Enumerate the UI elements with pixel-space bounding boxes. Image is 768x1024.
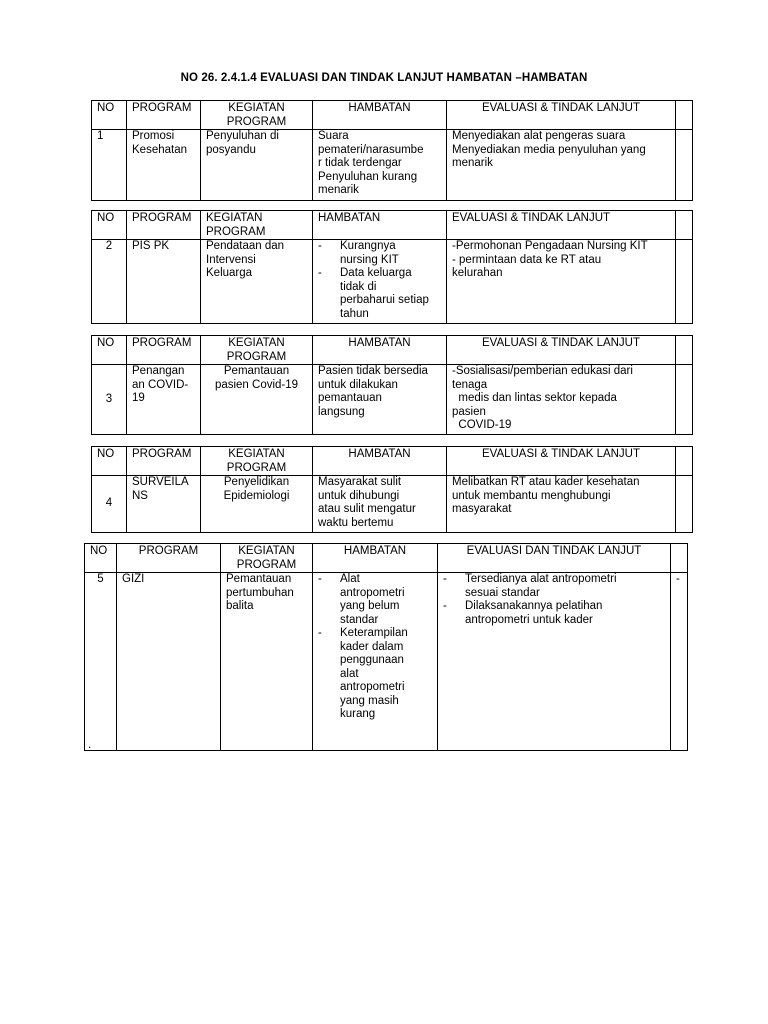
header-evaluasi: EVALUASI DAN TINDAK LANJUT (438, 544, 671, 573)
cell-extra (676, 240, 693, 324)
table-header-row (92, 211, 693, 240)
header-kegiatan: KEGIATAN PROGRAM (201, 336, 313, 365)
cell-evaluasi: -Permohonan Pengadaan Nursing KIT - permintaan data ke RT atau kelurahan (447, 240, 676, 324)
cell-extra (676, 365, 693, 435)
cell-hambatan (313, 573, 438, 751)
cell-kegiatan: Pendataan dan Intervensi Keluarga (201, 240, 313, 324)
cell-hambatan: Pasien tidak bersedia untuk dilakukan pemantauan langsung (313, 365, 447, 435)
table-header-row (92, 447, 693, 476)
header-kegiatan: KEGIATAN PROGRAM (201, 211, 313, 240)
cell-kegiatan: Pemantauan pertumbuhan balita (221, 573, 313, 751)
header-no: NO (92, 211, 127, 240)
table-row (92, 476, 693, 533)
cell-evaluasi: -Sosialisasi/pemberian edukasi dari tenaga medis dan lintas sektor kepada pasien COVID-19 (447, 365, 676, 435)
header-extra (676, 101, 693, 130)
cell-evaluasi: Melibatkan RT atau kader kesehatan untuk membantu menghubungi masyarakat (447, 476, 676, 533)
evaluation-table-3 (91, 335, 693, 435)
document-title: NO 26. 2.4.1.4 EVALUASI DAN TINDAK LANJUT HAMBATAN –HAMBATAN (180, 72, 588, 84)
cell-hambatan: Masyarakat sulit untuk dihubungi atau sulit mengatur waktu bertemu (313, 476, 447, 533)
table-header-row (92, 336, 693, 365)
cell-evaluasi: Menyediakan alat pengeras suara Menyediakan media penyuluhan yang menarik (447, 130, 676, 201)
list-item: - Dilaksanakannya pelatihan antropometri untuk kader (443, 600, 665, 627)
cell-no: 3 (92, 365, 127, 435)
cell-program: SURVEILA NS (127, 476, 201, 533)
header-program: PROGRAM (117, 544, 221, 573)
header-kegiatan: KEGIATAN PROGRAM (201, 447, 313, 476)
header-program: PROGRAM (127, 447, 201, 476)
cell-no: 5 (85, 573, 117, 751)
header-evaluasi: EVALUASI & TINDAK LANJUT (447, 101, 676, 130)
header-no: NO (92, 447, 127, 476)
cell-kegiatan: Penyuluhan di posyandu (201, 130, 313, 201)
header-extra (676, 211, 693, 240)
header-extra (676, 336, 693, 365)
table-row (85, 573, 688, 751)
cell-program: PIS PK (127, 240, 201, 324)
header-hambatan: HAMBATAN (313, 447, 447, 476)
cell-kegiatan: Pemantauan pasien Covid-19 (201, 365, 313, 435)
evaluation-table-4 (91, 446, 693, 533)
header-no: NO (85, 544, 117, 573)
evaluation-table-2 (91, 210, 693, 324)
evaluation-table-1 (91, 100, 693, 201)
cell-no: 1 (92, 130, 127, 201)
table-row (92, 130, 693, 201)
header-hambatan: HAMBATAN (313, 336, 447, 365)
cell-program: Penangan an COVID- 19 (127, 365, 201, 435)
header-kegiatan: KEGIATAN PROGRAM (221, 544, 313, 573)
cell-kegiatan: Penyelidikan Epidemiologi (201, 476, 313, 533)
table-header-row (92, 101, 693, 130)
header-extra (671, 544, 688, 573)
header-hambatan: HAMBATAN (313, 544, 438, 573)
cell-evaluasi (438, 573, 671, 751)
footer-dot: . (88, 737, 92, 751)
cell-extra (676, 130, 693, 201)
header-hambatan: HAMBATAN (313, 101, 447, 130)
list-item: - Keterampilan kader dalam penggunaan alat antropometri yang masih kurang (318, 627, 432, 722)
cell-extra (676, 476, 693, 533)
table-row (92, 240, 693, 324)
table-row (92, 365, 693, 435)
cell-no: 4 (92, 476, 127, 533)
cell-no: 2 (92, 240, 127, 324)
header-evaluasi: EVALUASI & TINDAK LANJUT (447, 336, 676, 365)
list-item: - Kurangnya nursing KIT (318, 240, 441, 267)
header-no: NO (92, 336, 127, 365)
header-program: PROGRAM (127, 211, 201, 240)
header-evaluasi: EVALUASI & TINDAK LANJUT (447, 211, 676, 240)
cell-extra: - (671, 573, 688, 751)
header-kegiatan: KEGIATAN PROGRAM (201, 101, 313, 130)
header-hambatan: HAMBATAN (313, 211, 447, 240)
list-item: - Data keluarga tidak di perbaharui setiap tahun (318, 267, 441, 321)
cell-program: Promosi Kesehatan (127, 130, 201, 201)
list-item: - Tersedianya alat antropometri sesuai standar (443, 573, 665, 600)
header-extra (676, 447, 693, 476)
header-program: PROGRAM (127, 336, 201, 365)
header-program: PROGRAM (127, 101, 201, 130)
table-header-row (85, 544, 688, 573)
list-item: - Alat antropometri yang belum standar (318, 573, 432, 627)
evaluation-table-5 (84, 543, 688, 751)
cell-hambatan (313, 240, 447, 324)
header-evaluasi: EVALUASI & TINDAK LANJUT (447, 447, 676, 476)
header-no: NO (92, 101, 127, 130)
cell-program: GIZI (117, 573, 221, 751)
cell-hambatan: Suara pemateri/narasumbe r tidak terdengar Penyuluhan kurang menarik (313, 130, 447, 201)
